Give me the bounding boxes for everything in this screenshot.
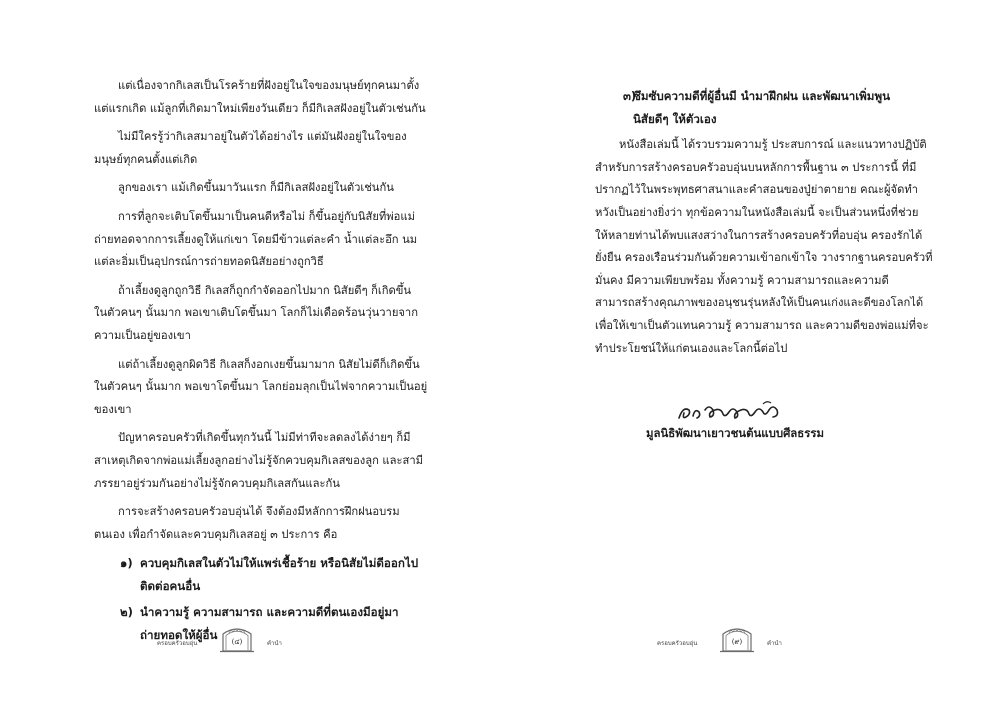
left-page-footer [157, 624, 357, 654]
paragraph-line: ถ่ายทอดจากการเลี้ยงดูให้แก่เขา โดยมีข้าวแต่ละคำ น้ำแต่ละอึก นม [94, 232, 418, 246]
paragraph-line: ในตัวคนๆ นั้นมาก พอเขาโตขึ้นมา โลกย่อมลุกเป็นไฟจากความเป็นอยู่ [94, 380, 428, 394]
paragraph-line: สาเหตุเกิดจากพ่อแม่เลี้ยงลูกอย่างไม่รู้จักควบคุมกิเลสของลูก และสามี [94, 453, 423, 467]
footer-book-title: ครอบครัวอบอุ่น [157, 640, 198, 647]
right-page-footer [657, 624, 857, 654]
right-paragraphs [595, 134, 933, 360]
paragraph [94, 177, 424, 200]
paragraph-line: การจะสร้างครอบครัวอบอุ่นได้ จึงต้องมีหลักการฝึกฝนอบรม [118, 505, 400, 519]
handwritten-signature [675, 398, 795, 424]
footer-book-title: ครอบครัวอบอุ่น [657, 640, 698, 647]
paragraph-line: ไม่มีใครรู้ว่ากิเลสมาอยู่ในตัวได้อย่างไร แต่มันฝังอยู่ในใจของ [118, 130, 407, 144]
page-number: (๔) [231, 638, 243, 646]
heading-text [633, 85, 890, 130]
left-body-text [94, 75, 428, 651]
paragraph-line: ให้หลายท่านได้พบแสงสว่างในการสร้างครอบครัวที่อบอุ่น ครองรักได้ [595, 228, 923, 242]
paragraph [94, 126, 424, 171]
list-item [94, 552, 424, 597]
paragraph-line: ปัญหาครอบครัวที่เกิดขึ้นทุกวันนี้ ไม่มีท่าทีจะลดลงได้ง่ายๆ ก็มี [118, 431, 411, 445]
paragraph [94, 206, 424, 274]
principle-three-heading [595, 85, 910, 130]
right-body-text [595, 85, 933, 366]
footer-section-label: คำนำ [767, 640, 782, 647]
heading-line: นิสัยดีๆ ให้ตัวเอง [633, 111, 717, 126]
foundation-name: มูลนิธิพัฒนาเยาวชนต้นแบบศีลธรรม [646, 426, 824, 440]
paragraph [94, 427, 424, 495]
paragraph-line: ภรรยาอยู่ร่วมกันอย่างไม่รู้จักควบคุมกิเลสกันและกัน [94, 476, 340, 490]
paragraph-line: แต่ถ้าเลี้ยงดูลูกผิดวิธี กิเลสก็งอกเงยขึ้นมามาก นิสัยไม่ดีก็เกิดขึ้น [118, 357, 420, 371]
paragraph-line: หวังเป็นอย่างยิ่งว่า ทุกข้อความในหนังสือเล่มนี้ จะเป็นส่วนหนึ่งที่ช่วย [595, 205, 919, 219]
paragraph-line: ลูกของเรา แม้เกิดขึ้นมาวันแรก ก็มีกิเลสฝังอยู่ในตัวเช่นกัน [118, 181, 394, 195]
paragraph-line: เพื่อให้เขาเป็นตัวแทนความรู้ ความสามารถ และความดีของพ่อแม่ที่จะ [595, 318, 929, 332]
left-paragraphs [94, 75, 428, 546]
paragraph-line: ทำประโยชน์ให้แก่ตนเองและโลกนี้ต่อไป [595, 341, 788, 355]
list-item-text [140, 552, 424, 597]
heading-line: ซึมซับความดีที่ผู้อื่นมี นำมาฝึกฝน และพัฒนาเพิ่มพูน [633, 89, 891, 103]
list-item-line: ถ่ายทอดให้ผู้อื่น [140, 628, 218, 643]
paragraph-line: ในตัวคนๆ นั้นมาก พอเขาเติบโตขึ้นมา โลกก็ไม่เดือดร้อนวุ่นวายจาก [94, 306, 418, 320]
paragraph-line: ถ้าเลี้ยงดูลูกถูกวิธี กิเลสก็ถูกกำจัดออกไปมาก นิสัยดีๆ ก็เกิดขึ้น [118, 283, 412, 297]
paragraph-line: แต่ละอิ่มเป็นอุปกรณ์การถ่ายทอดนิสัยอย่างถูกวิธี [94, 255, 324, 269]
heading-number: ๓) [623, 89, 637, 103]
paragraph-line: ของเขา [94, 402, 132, 416]
right-page [500, 0, 1000, 707]
paragraph-line: การที่ลูกจะเติบโตขึ้นมาเป็นคนดีหรือไม่ ก็ขึ้นอยู่กับนิสัยที่พ่อแม่ [118, 209, 415, 223]
paragraph-line: ความเป็นอยู่ของเขา [94, 328, 191, 342]
paragraph-line: แต่เนื่องจากกิเลสเป็นโรคร้ายที่ฝังอยู่ในใจของมนุษย์ทุกคนมาตั้ง [118, 79, 420, 92]
paragraph-line: มั่นคง มีความเพียบพร้อม ทั้งความรู้ ความสามารถและความดี [595, 273, 889, 287]
paragraph-line: ปรากฏไว้ในพระพุทธศาสนาและคำสอนของปู่ย่าตายาย คณะผู้จัดทำ [595, 183, 919, 197]
footer-section-label: คำนำ [267, 640, 282, 647]
list-item-line: ติดต่อคนอื่น [140, 578, 201, 593]
page-number: (๙) [731, 638, 743, 646]
list-item-number: ๒) [120, 605, 133, 620]
paragraph [94, 280, 424, 348]
list-item-line: นำความรู้ ความสามารถ และความดีที่ตนเองมีอยู่มา [140, 605, 399, 620]
paragraph-line: สำหรับการสร้างครอบครัวอบอุ่นบนหลักการพื้นฐาน ๓ ประการนี้ ที่มี [595, 160, 917, 174]
list-item-line: ควบคุมกิเลสในตัวไม่ให้แพร่เชื้อร้าย หรือนิสัยไม่ดีออกไป [140, 556, 419, 571]
paragraph [94, 75, 424, 120]
paragraph-line: ยั่งยืน ครองเรือนร่วมกันด้วยความเข้าอกเข้าใจ วางรากฐานครอบครัวที่ [595, 251, 933, 265]
paragraph [94, 354, 428, 422]
list-item-number: ๑) [120, 556, 133, 571]
paragraph-line: สามารถสร้างคุณภาพของอนุชนรุ่นหลังให้เป็นคนเก่งและดีของโลกได้ [595, 296, 924, 310]
paragraph [94, 501, 424, 546]
paragraph [595, 134, 933, 360]
paragraph-line: มนุษย์ทุกคนตั้งแต่เกิด [94, 152, 198, 166]
paragraph-line: หนังสือเล่มนี้ ได้รวบรวมความรู้ ประสบการณ์ และแนวทางปฏิบัติ [619, 138, 927, 152]
paragraph-line: แต่แรกเกิด แม้ลูกที่เกิดมาใหม่เพียงวันเดียว ก็มีกิเลสฝังอยู่ในตัวเช่นกัน [94, 101, 426, 115]
paragraph-line: ตนเอง เพื่อกำจัดและควบคุมกิเลสอยู่ ๓ ประการ คือ [94, 527, 338, 541]
